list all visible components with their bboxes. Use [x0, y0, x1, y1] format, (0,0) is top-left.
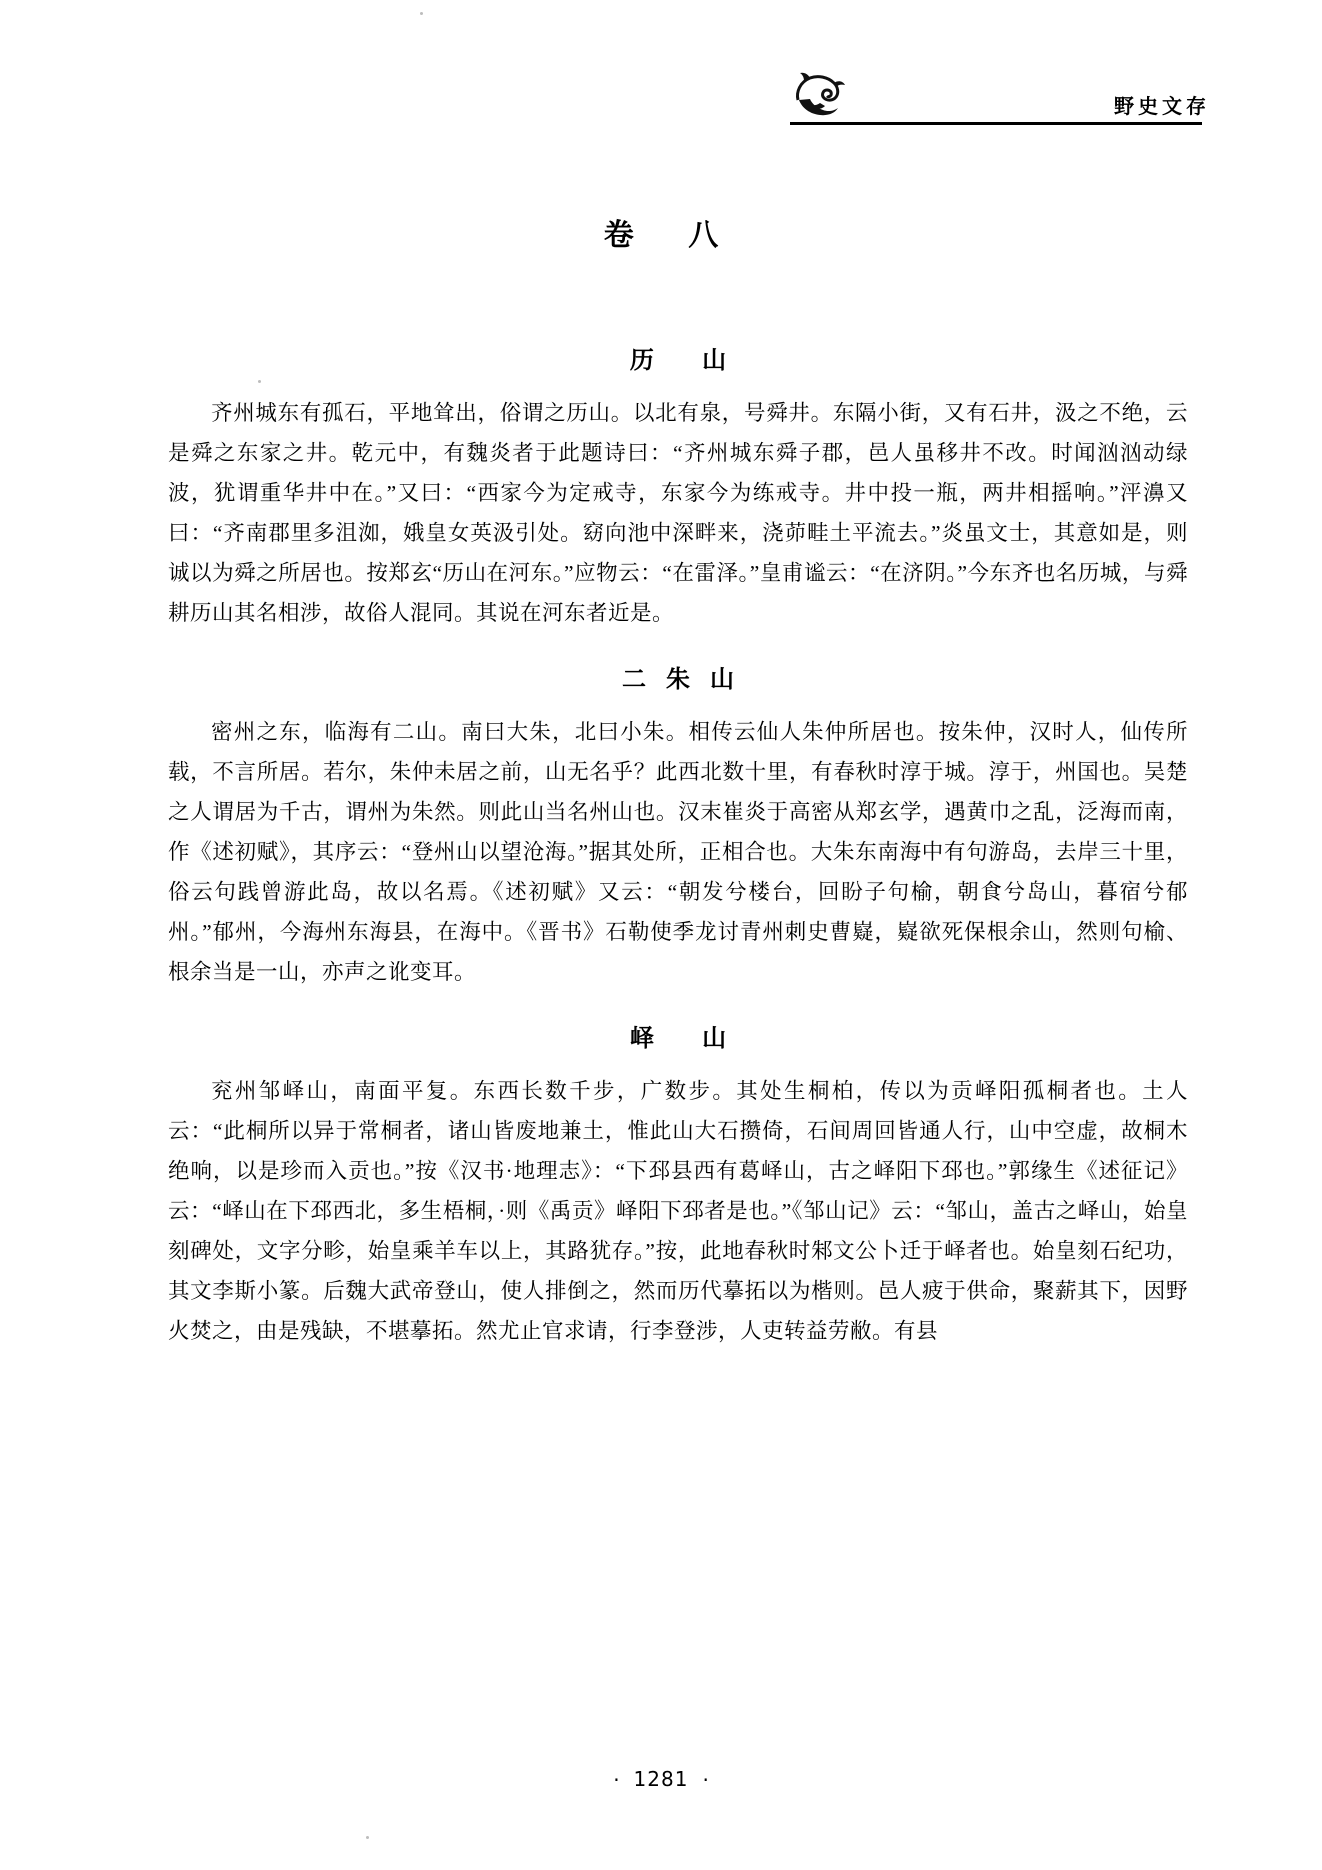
volume-title: 卷 八 [603, 218, 741, 253]
page-header [790, 70, 1210, 140]
dragon-emblem-icon [790, 70, 846, 122]
section-paragraph: 密州之东，临海有二山。南曰大朱，北曰小朱。相传云仙人朱仲所居也。按朱仲，汉时人，仙传所载，不言所居。若尔，朱仲未居之前，山无名乎？此西北数十里，有春秋时淳于城。淳于，州国也。吴楚之人谓居为千古，谓州为朱然。则此山当名州山也。汉末崔炎于高密从郑玄学，遇黄巾之乱，泛海而南，作《述初赋》，其序云：“登州山以望沧海。”据其处所，正相合也。大朱东南海中有句游岛，去岸三十里，俗云句践曾游此岛，故以名焉。《述初赋》又云：“朝发兮楼台，回盼子句榆，朝食兮岛山，暮宿兮郁州。”郁州，今海州东海县，在海中。《晋书》石勒使季龙讨青州刺史曹嶷，嶷欲死保根余山，然则句榆、根余当是一山，亦声之讹变耳。 [168, 720, 1188, 984]
page-number [0, 1767, 1322, 1793]
folio-dot-left: · [613, 1768, 620, 1792]
document-body [168, 340, 1188, 1377]
section-title: 峄 山 [629, 1024, 747, 1052]
section-title: 二朱山 [622, 665, 754, 693]
header-divider [790, 122, 1202, 125]
folio-dot-right: · [702, 1768, 709, 1792]
section-paragraph: 兖州邹峄山，南面平复。东西长数千步，广数步。其处生桐柏，传以为贡峄阳孤桐者也。土人云：“此桐所以异于常桐者，诸山皆废地兼土，惟此山大石攒倚，石间周回皆通人行，山中空虚，故桐木绝响，以是珍而入贡也。”按《汉书·地理志》：“下邳县西有葛峄山，古之峄阳下邳也。”郭缘生《述征记》云：“峄山在下邳西北，多生梧桐，·则《禹贡》峄阳下邳者是也。”《邹山记》云：“邹山，盖古之峄山，始皇刻碑处，文字分畛，始皇乘羊车以上，其路犹存。”按，此地春秋时邾文公卜迁于峄者也。始皇刻石纪功，其文李斯小篆。后魏大武帝登山，使人排倒之，然而历代摹拓以为楷则。邑人疲于供命，聚薪其下，因野火焚之，由是残缺，不堪摹拓。然尤止官求请，行李登涉，人吏转益劳敝。有县 [168, 1079, 1188, 1343]
section-lishan [168, 340, 1188, 633]
section-yishan [168, 1018, 1188, 1351]
section-erzhushan [168, 659, 1188, 992]
section-paragraph: 齐州城东有孤石，平地耸出，俗谓之历山。以北有泉，号舜井。东隔小街，又有石井，汲之不绝，云是舜之东家之井。乾元中，有魏炎者于此题诗曰：“齐州城东舜子郡，邑人虽移井不改。时闻汹汹动绿波，犹谓重华井中在。”又曰：“西家今为定戒寺，东家今为练戒寺。井中投一瓶，两井相摇响。”泙濞又曰：“齐南郡里多沮洳，娥皇女英汲引处。窈向池中深畔来，浇茆畦土平流去。”炎虽文士，其意如是，则诚以为舜之所居也。按郑玄“历山在河东。”应物云：“在雷泽。”皇甫谧云：“在济阴。”今东齐也名历城，与舜耕历山其名相涉，故俗人混同。其说在河东者近是。 [168, 401, 1188, 625]
section-title: 历 山 [629, 346, 747, 374]
registration-mark-top [420, 12, 423, 15]
header-title: 野史文存 [1114, 94, 1210, 118]
folio-number: 1281 [633, 1766, 689, 1791]
registration-mark-bottom [366, 1836, 369, 1839]
